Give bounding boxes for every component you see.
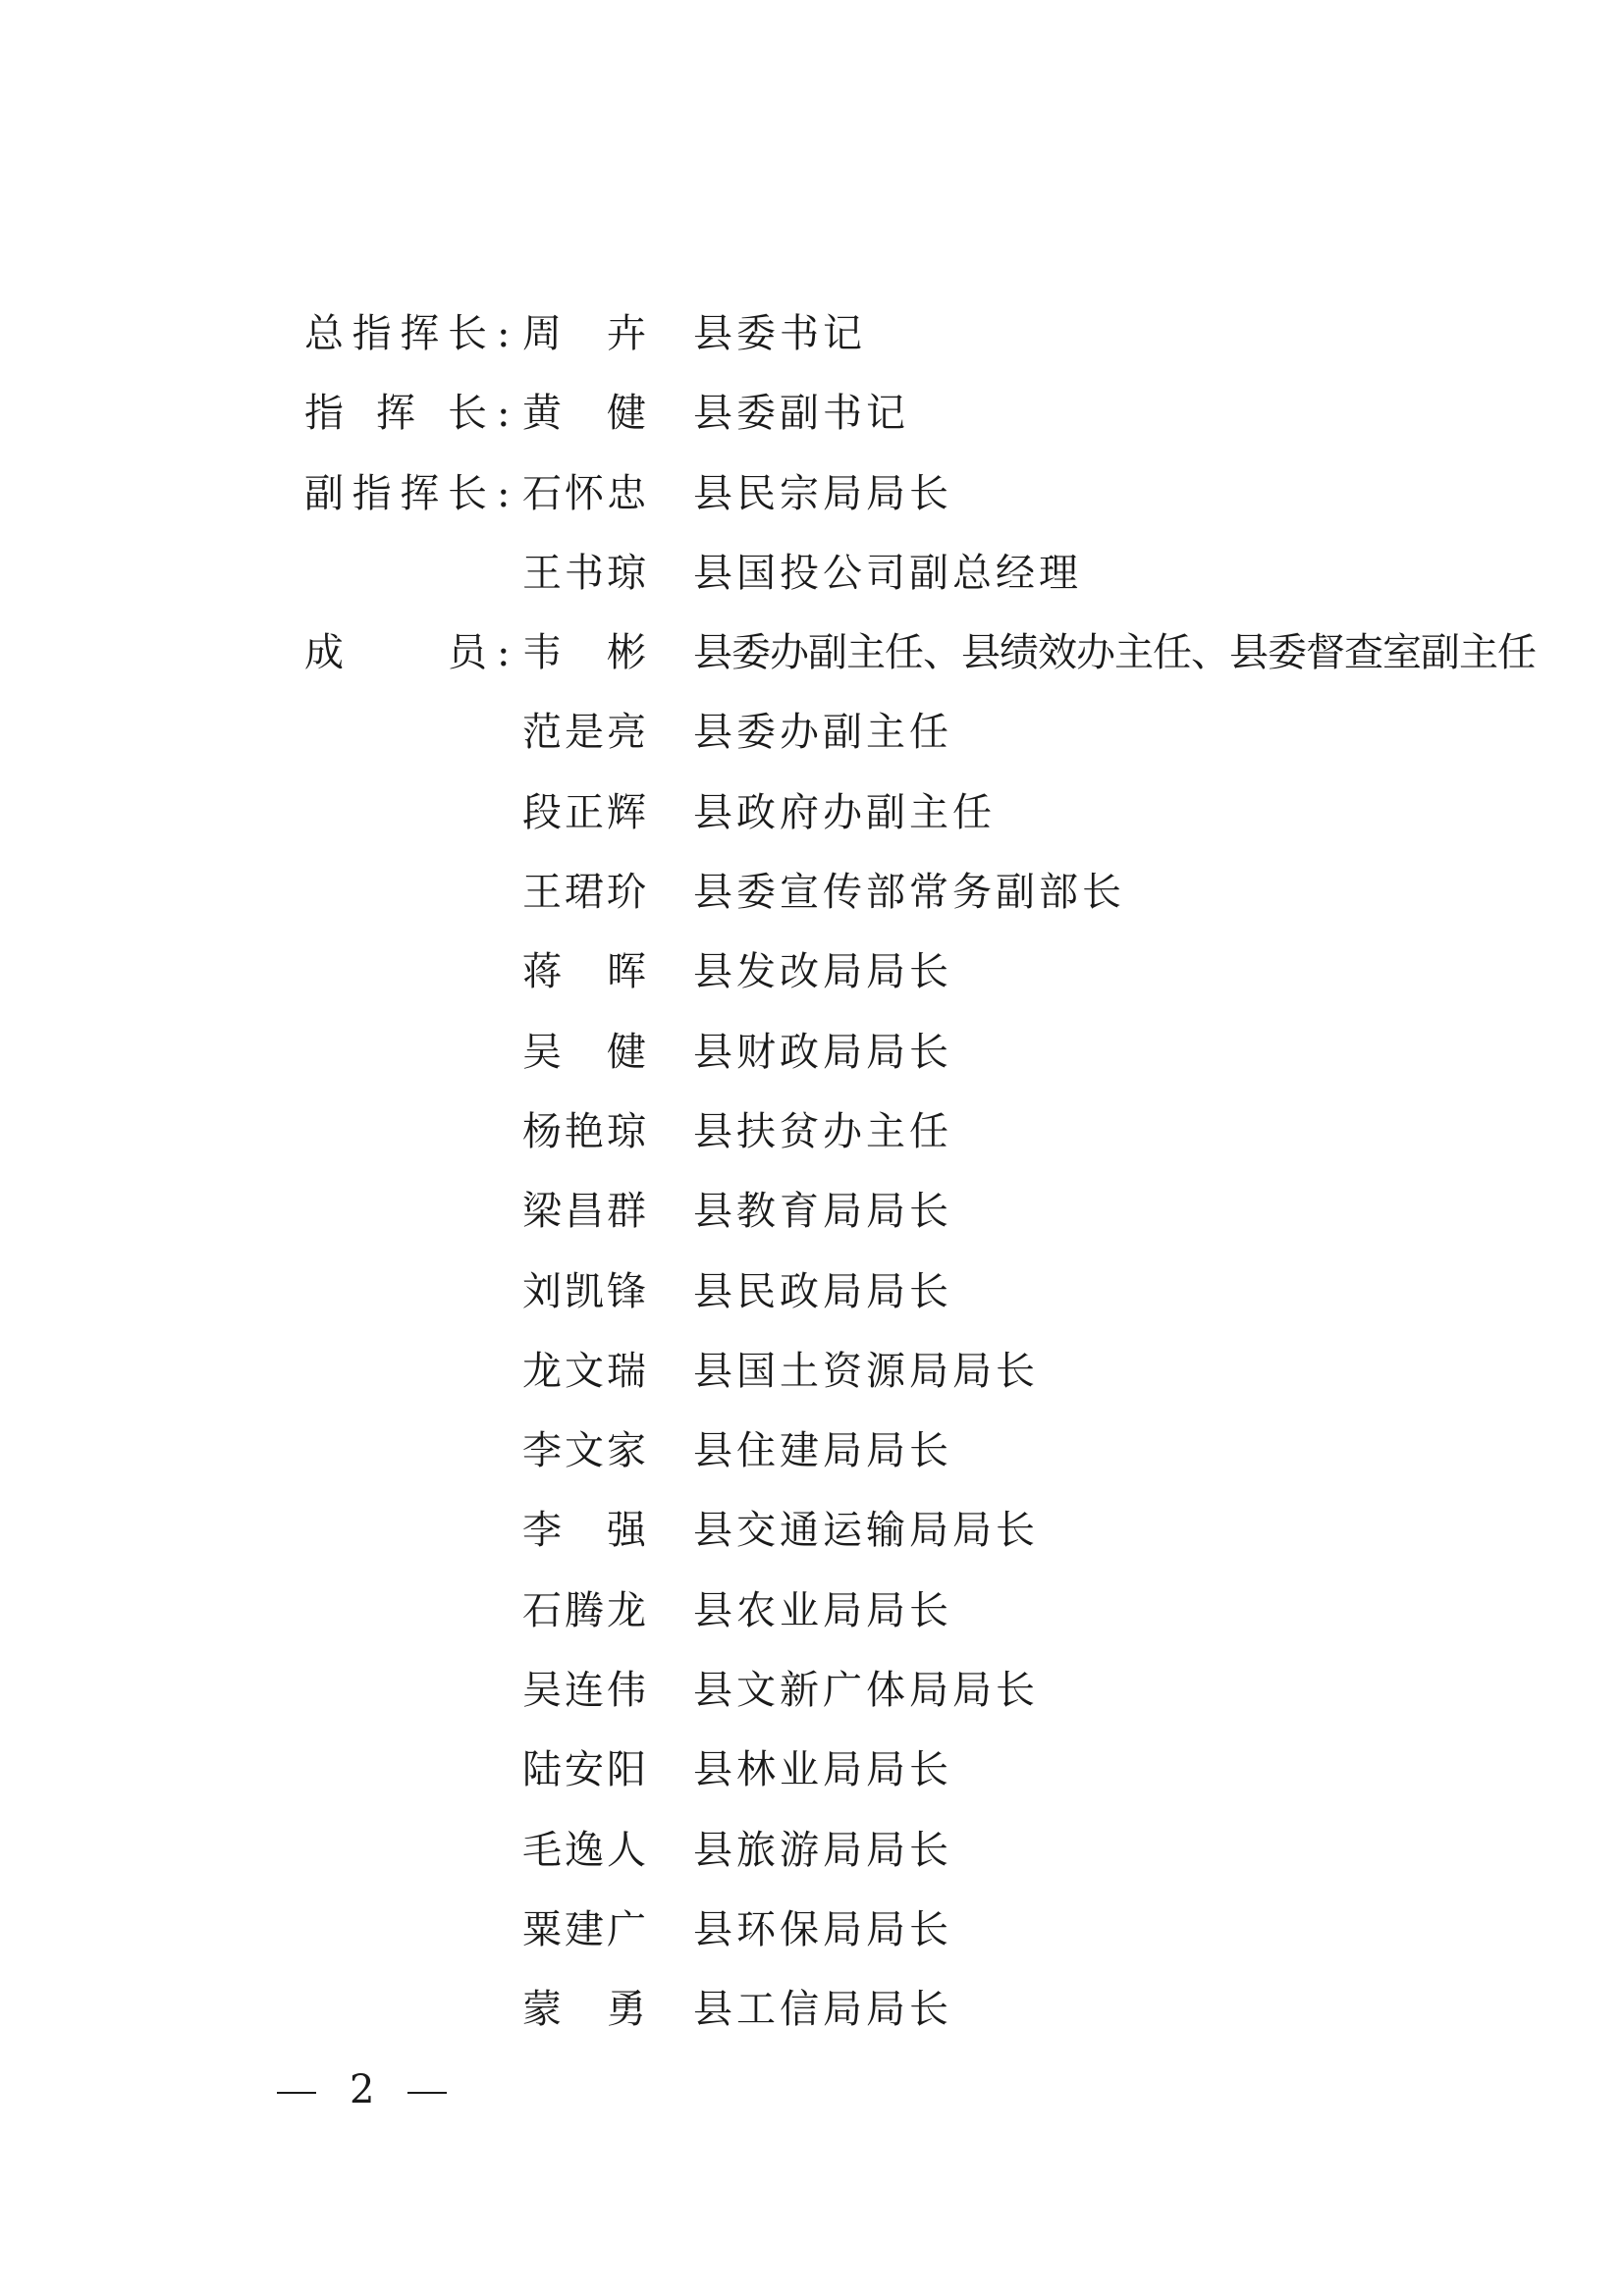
roster-row [304, 1986, 1483, 2065]
roster-row [304, 470, 1483, 550]
person-title: 县委副书记 [693, 391, 909, 437]
person-name: 石 怀 忠 [522, 470, 646, 516]
page-number-left-dash [277, 2092, 316, 2094]
roster-row [304, 1827, 1483, 1906]
person-title: 县交通运输局局长 [693, 1508, 1039, 1554]
roster-row [304, 948, 1483, 1028]
person-title: 县委书记 [693, 311, 866, 356]
person-name: 黄 健 [522, 391, 646, 437]
person-name: 周 卉 [522, 311, 646, 356]
person-title: 县国投公司副总经理 [693, 550, 1082, 596]
person-title: 县发改局局长 [693, 949, 952, 995]
person-name: 蒋 晖 [522, 949, 646, 995]
roster-list [304, 310, 1536, 2066]
role-colon: : [497, 311, 511, 356]
roster-row [304, 1507, 1483, 1586]
person-title: 县民政局局长 [693, 1268, 952, 1314]
person-name: 范 是 亮 [522, 710, 646, 756]
roster-row [304, 1348, 1483, 1427]
roster-row [304, 1188, 1483, 1267]
person-name: 李 文 家 [522, 1428, 646, 1474]
person-name: 韦 彬 [522, 630, 646, 676]
person-title: 县林业局局长 [693, 1747, 952, 1793]
person-name: 毛 逸 人 [522, 1827, 646, 1873]
person-name: 李 强 [522, 1508, 646, 1554]
role-colon: : [497, 630, 511, 676]
person-title: 县政府办副主任 [693, 789, 996, 835]
person-name: 王 珺 玠 [522, 870, 646, 916]
person-title: 县委办副主任 [693, 710, 952, 756]
person-title: 县民宗局局长 [693, 470, 952, 516]
page-number-right-dash [407, 2092, 447, 2094]
person-name: 粟 建 广 [522, 1906, 646, 1952]
person-title: 县环保局局长 [693, 1906, 952, 1952]
role-label: 总 指 挥 长 [304, 311, 487, 356]
roster-row [304, 390, 1483, 469]
roster-row [304, 869, 1483, 948]
page-number [277, 2066, 447, 2113]
roster-row [304, 709, 1483, 788]
person-title: 县文新广体局局长 [693, 1668, 1039, 1714]
roster-row [304, 789, 1483, 869]
roster-row [304, 1667, 1483, 1746]
person-name: 石 腾 龙 [522, 1587, 646, 1633]
roster-row [304, 629, 1536, 709]
roster-row [304, 1108, 1483, 1188]
person-name: 杨 艳 琼 [522, 1108, 646, 1154]
person-title: 县农业局局长 [693, 1587, 952, 1633]
person-title: 县国土资源局局长 [693, 1348, 1039, 1394]
person-name: 刘 凯 锋 [522, 1268, 646, 1314]
person-title: 县扶贫办主任 [693, 1108, 952, 1154]
roster-row [304, 1906, 1483, 1986]
page-number-value: 2 [350, 2067, 375, 2112]
person-title: 县教育局局长 [693, 1189, 952, 1235]
role-label: 成 员 [304, 630, 487, 676]
person-name: 蒙 勇 [522, 1987, 646, 2033]
person-name: 梁 昌 群 [522, 1189, 646, 1235]
person-name: 段 正 辉 [522, 789, 646, 835]
person-name: 陆 安 阳 [522, 1747, 646, 1793]
person-name: 王 书 琼 [522, 550, 646, 596]
roster-row [304, 550, 1483, 629]
role-label: 副 指 挥 长 [304, 470, 487, 516]
person-name: 吴 健 [522, 1029, 646, 1075]
role-colon: : [497, 470, 511, 516]
person-title: 县工信局局长 [693, 1987, 952, 2033]
role-label: 指 挥 长 [304, 391, 487, 437]
roster-row [304, 1587, 1483, 1667]
person-title: 县委办副主任、县绩效办主任、县委督查室副主任 [693, 630, 1536, 676]
person-name: 吴 连 伟 [522, 1668, 646, 1714]
roster-row [304, 1746, 1483, 1826]
roster-row [304, 1427, 1483, 1507]
person-title: 县旅游局局长 [693, 1827, 952, 1873]
person-title: 县住建局局长 [693, 1428, 952, 1474]
person-title: 县委宣传部常务副部长 [693, 870, 1125, 916]
role-colon: : [497, 391, 511, 437]
roster-row [304, 310, 1483, 390]
roster-row [304, 1268, 1483, 1348]
person-name: 龙 文 瑞 [522, 1348, 646, 1394]
roster-row [304, 1029, 1483, 1108]
person-title: 县财政局局长 [693, 1029, 952, 1075]
